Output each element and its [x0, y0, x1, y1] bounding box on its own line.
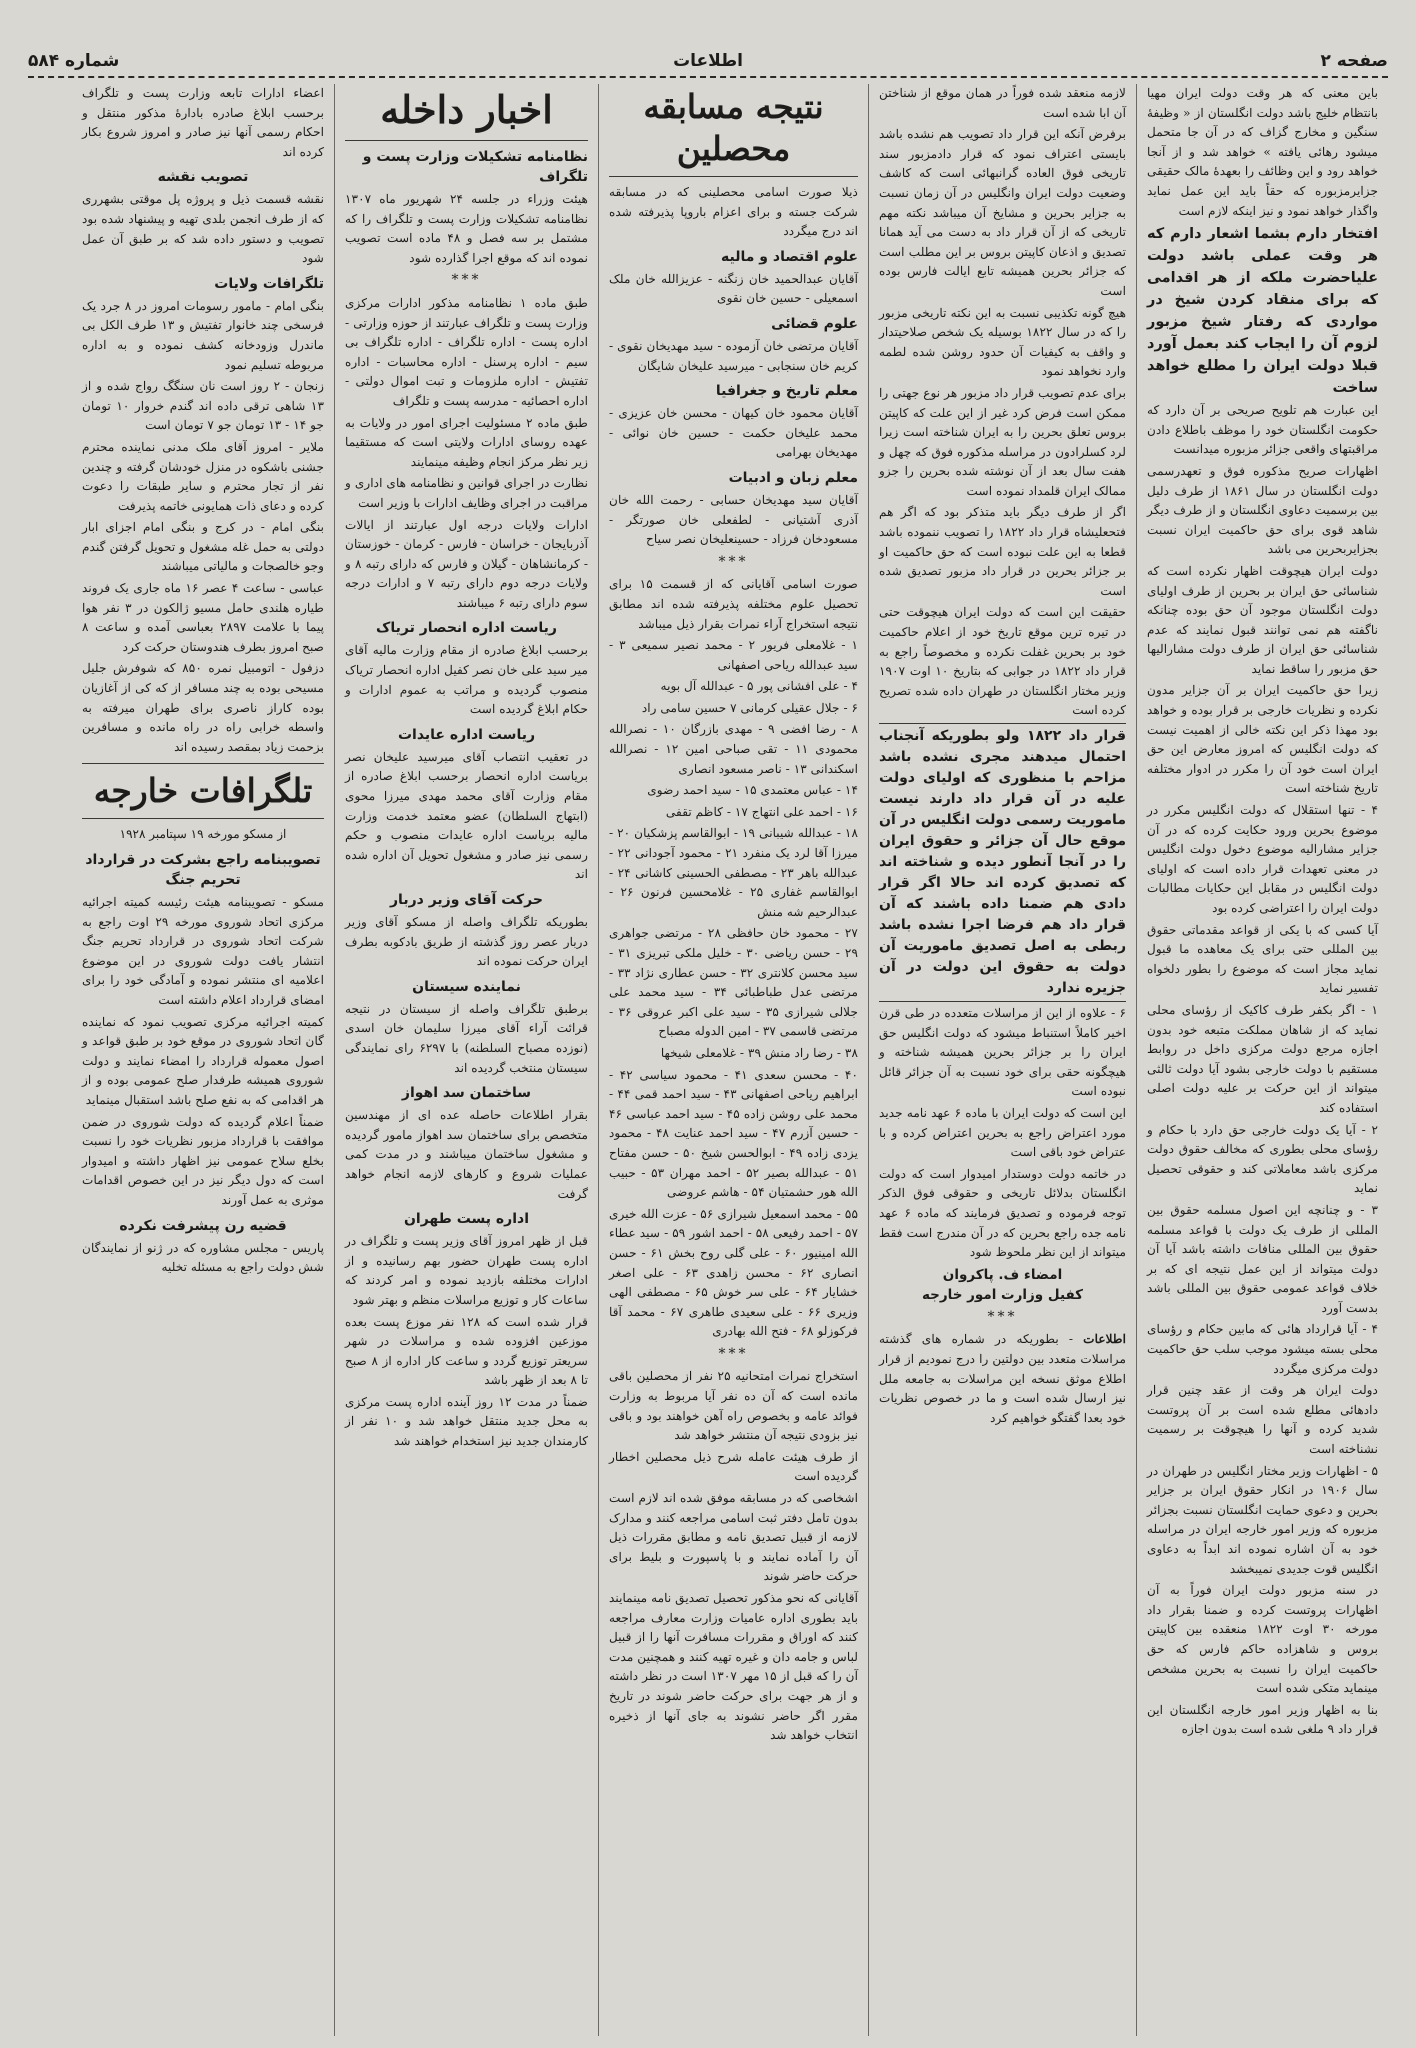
section-sistan-deputy: نماینده سیستان [412, 978, 521, 995]
section-war-pact: تصویبنامه راجع بشرکت در قرارداد تحریم جنگ [85, 852, 321, 888]
col1-para-7: ۴ - تنها استقلال که دولت انگلیس مکرر در موضوع بحرین ورود حکایت کرده که در آن جزایر مشارالیه موضوع دخول دولت انگلیس در معنی تعهدات قرار داده است که اولیای دولت انگلیس در مقابل این حکایات مطالبات دولت ایران را اعتراضی کرده بود [1147, 803, 1378, 915]
ranks-list-item: ۸ - رضا افضی ۹ - مهدی بازرگان ۱۰ - نصرالله محمودی ۱۱ - تقی صباحی امین ۱۲ - نصرالله اسکندانی ۱۳ - ناصر مسعود انصاری [609, 722, 858, 776]
col2-para-4: برای عدم تصویب قرار داد مزبور هر نوع جهتی را ممکن است فرض کرد غیر از این علت که کاپیتن بروس تعلق بحرین را به ایران شناخته است زیرا لرد کسلرادون در مراسله مذکوره فوق که چهل و هفت سال بعد از آن نوشته شده بحرین را جزو ممالک ایران قلمداد نموده است [879, 385, 1126, 498]
ranks-list-item: ۵۵ - محمد اسمعیل شیرازی ۵۶ - عزت الله خیری ۵۷ - احمد رفیعی ۵۸ - احمد اشور ۵۹ - سید عطاء الله امینیور ۶۰ - علی گلی روح بخش ۶۱ - حسن انصاری ۶۲ - محسن زاهدی ۶۳ - علی اصغر خشایار ۶۴ - علی سر خوش ۶۵ - مصطفی الهی وزیری ۶۶ - علی سعیدی طاهری ۶۷ - محمد آقا فرکوزلو ۶۸ - فتح الله بهادری [609, 1206, 859, 1339]
col1-bold-quote: افتخار دارم بشما اشعار دارم که هر وقت عملی باشد دولت علیاحضرت ملکه از هر اقدامی که برای منقاد کردن شیخ در مواردی که رفتار شیخ مزبور لزوم آن را ایجاب کند بعمل آورد قبلا دولت ایران را مطلع خواهد ساخت [1147, 226, 1378, 397]
col3-para-8: اشخاصی که در مسابقه موفق شده اند لازم است بدون تامل دفتر ثبت اسامی مراجعه کنند و مدارک لازمه از قبیل تصدیق نامه و مطابق مقررات ذیل آن را آماده نمایند و با پاسپورت و بلیط برای حرکت حاضر شوند [609, 1491, 858, 1584]
col4-para-4: نظارت در اجرای قوانین و نظامنامه های اداری و مراقبت در اجرای وظایف ادارات با وزیر است [345, 476, 588, 510]
col2-para-9: این است که دولت ایران با ماده ۶ عهد نامه جدید مورد اعتراض راجع به بحرین اعتراض کرده و با عتراض خود باقی است [879, 1105, 1126, 1160]
col2-para-10: در خاتمه دولت دوستدار امیدوار است که دولت انگلستان بدلائل تاریخی و حقوقی فوق الذکر توجه فرموده و تصدیق فرمایند که ماده ۶ عهد نامه جده راجع بحرین که در آن مندرج است فقط میتواند از این نظر ملحوظ شود [879, 1166, 1126, 1260]
col1-para-13: دولت ایران هر وقت از عقد چنین قرار دادهائی مطلع شده است بر آن پروتست شدید کرده و آنها را هیچوقت بر رسمیت نشناخته است [1147, 1383, 1378, 1457]
ranks-list-item: ۴ - علی افشانی پور ۵ - عبدالله آل بویه [660, 679, 858, 694]
col1-para-1: باین معنی که هر وقت دولت ایران مهیا بانتظام خلیج باشد دولت انگلستان از « وظیفهٔ سنگین و مخارج گزاف که در آن جا متحمل میشود رهائی یافته » خواهد شد و از آنجا خواهد رود و این وظائف را بعهدهٔ مالک حقیقی جزایرمزبوره که حقاً باید این عمل نماید واگذار خواهد نمود و نیز اینکه لازم است [1147, 86, 1378, 218]
header-rule [28, 76, 1388, 78]
signature-name: امضاء ف. پاکروان [942, 1266, 1063, 1283]
note-title: اطلاعات [1083, 1332, 1126, 1347]
ranks-list-item: ۱ - غلامعلی فریور ۲ - محمد نصیر سمیعی ۳ - سید عبدالله ریاحی اصفهانی [609, 638, 858, 672]
page-number: صفحه ۲ [1320, 51, 1388, 71]
foreign-telegrams-headline: تلگرافات خارجه [82, 770, 324, 819]
section-court-minister: حرکت آقای وزیر دربار [390, 892, 543, 908]
domestic-news-headline: اخبار داخله [345, 86, 588, 141]
separator-stars: *** [718, 553, 749, 570]
col1-para-12: ۴ - آیا قرارداد هائی که مابین حکام و رؤسای محلی بسته میشود موجب سلب حق حاکمیت دولت مرکزی میگردد [1147, 1322, 1378, 1376]
ranks-list-item: ۶ - جلال عقیلی کرمانی ۷ حسین سامی راد [641, 700, 858, 715]
col3-list-language: آقایان سید مهدیخان حسابی - رحمت الله خان آذری آشتیانی - لطفعلی خان صورتگر - مسعودخان فرزاد - حسینعلیخان نصر سیاح [609, 492, 858, 547]
separator-stars: *** [718, 1345, 749, 1362]
section-rhine: قضیه رن پیشرفت نکرده [119, 1217, 287, 1234]
col1-para-16: بنا به اظهار وزیر امور خارجه انگلستان این قرار داد ۹ ملغی شده است بدون اجازه [1147, 1702, 1378, 1737]
issue-number: شماره ۵۸۴ [28, 51, 120, 71]
column-5 [72, 84, 334, 2036]
col2-para-3: هیچ گونه تکذیبی نسبت به این نکته تاریخی مزبور را که در سال ۱۸۲۲ بوسیله یک شخص صلاحیتدار و واقف به کیفیات آن حدود روشن شده لطمه وارد نخواهد نمود [879, 305, 1126, 379]
col3-list-law: آقایان مرتضی خان آزموده - سید مهدیخان نقوی - کریم خان سنجابی - میرسید علیخان شایگان [609, 338, 858, 373]
ranks-list [609, 636, 858, 1342]
running-head [28, 48, 1388, 74]
col1-para-15: در سنه مزبور دولت ایران فوراً به آن اظهارات پروتست کرده و ضمنا بقرار داد مورخه ۳۰ اوت ۱۸۲۲ منعقده بین کاپیتن بروس و شاهزاده حاکم فارس که حق حاکمیت ایران را نسبت به بحرین مشخص مینماید متکی شده است [1147, 1583, 1379, 1696]
col1-para-4: اظهارات صریح مذکوره فوق و تعهدرسمی دولت انگلستان در سال ۱۸۶۱ از طرف دلیل بین برسمیت دعاوی انگلستان و از طرف دیگر شاهد قوی برای حق حاکمیت ایران نسبت بجزایربحرین می باشد [1147, 463, 1378, 557]
col4-para-10: بقرار اطلاعات حاصله عده ای از مهندسین متخصص برای ساختمان سد اهواز مامور گردیده و مشغول ساختمان میباشند و در مدت کمی عملیات شروع و کارهای لازمه انجام خواهد گرفت [345, 1108, 588, 1201]
col1-para-3: این عبارت هم تلویح صریحی بر آن دارد که حکومت انگلستان خود را موظف باطلاع دادن مراقبتهای واقعی جزائر مزبوره میدانست [1147, 403, 1378, 457]
col4-para-5: ادارات ولایات درجه اول عبارتند از ایالات آذربایجان - خراسان - فارس - کرمان - خوزستان - کرمانشاهان - گیلان و فارس که دارای رتبه ۸ و ولایات درجه دوم دارای رتبه ۷ و ادارات درجه سوم دارای رتبه ۶ میباشند [345, 517, 589, 610]
ranks-list-item: ۱۸ - عبدالله شیبانی ۱۹ - ابوالقاسم پزشکیان ۲۰ - میرزا آقا لرد یک منفرد ۲۱ - محمود آجودانی ۲۲ - عبدالله باهر ۲۳ - مصطفی الحسینی کاشانی ۲۴ - ابوالقاسم غفاری ۲۵ - غلامحسین فرنون ۲۶ - عبدالرحیم شه منش [609, 826, 859, 919]
column-3 [598, 84, 868, 2036]
separator-stars: *** [987, 1308, 1018, 1325]
col3-para-9: آقایانی که نحو مذکور تحصیل تصدیق نامه مینمایند باید بطوری اداره عامیات وزارت معارف مراجعه کنند که اوراق و مقررات مسافرت آنها را از قبیل لباس و جامه دان و غیره تهیه کنند و همچنین مدت آن را که قبل از ۱۵ مهر ۱۳۰۷ است در نظر داشته و از هر جهت برای حرکت حاضر شوند در تاریخ مقرر اگر حاضر نشوند به جای آنها از ذخیره انتخاب خواهد شد [609, 1591, 858, 1743]
col2-para-2: برفرض آنکه این قرار داد تصویب هم نشده باشد بایستی اعتراف نمود که قرار دادمزبور سند تاریخی فوق العاده گرانبهائی است که کاشف وضعیت دولت ایران وانگلیس در آن زمان نسبت به جزایر بحرین و مشایخ آن میباشد نکته مهم تاریخی که از آن قرار داد به دست می آید همانا تصدیق و اذعان کاپیتن بروس بر این مطلب است که جزائر بحرین همیشه تابع ایالت فارس بوده است [879, 127, 1126, 298]
col5-para-7: عباسی - ساعت ۴ عصر ۱۶ ماه جاری یک فروند طیاره هلندی حامل مسیو ژالکون در ۳ نفر هوا پیما با علامت ۲۸۹۷ بعباسی آمده و ساعت ۸ صبح امروز بطرف هندوستان حرکت کرد [82, 581, 325, 654]
col2-para-6: حقیقت این است که دولت ایران هیچوقت حتی در تیره ترین موقع تاریخ خود از اعلام حاکمیت خود بر بحرین غفلت نکرده و مخصوصاً راجع به قرار داد ۱۸۲۲ در جوابی که بتاریخ ۱۰ اوت ۱۹۰۷ وزیر مختار انگلستان در طهران داده شده تصریح کرده است [879, 605, 1127, 718]
dateline: از مسکو مورخه ۱۹ سپتامبر ۱۹۲۸ [119, 827, 287, 842]
col4-para-7: در تعقیب انتصاب آقای میرسید علیخان نصر بریاست اداره انحصار برحسب ابلاغ صادره از مقام وزارت آقای محمد مهدی میرزا محوی (ابتهاج السلطان) عضو معتمد خدمت وزارت مالیه بریاست اداره عایدات منصوب و حکم رسمی نیز صادر و مشغول تحویل آن اداره شده اند [345, 749, 588, 882]
col1-para-5: دولت ایران هیچوقت اظهار نکرده است که شناسائی حق ایران بر بحرین از طرف اولیای دولت انگلستان موجود آن حق بوده چنانکه ناگفته هم نمی توانند قبول نمایند که عدم شناسائی حق ایران از طرف دولت مشارالیها حق مزبور را ساقط نماید [1147, 563, 1378, 676]
separator-stars: *** [451, 272, 482, 289]
ranks-list-item: ۱۴ - عباس معتمدی ۱۵ - سید احمد رضوی [647, 783, 858, 798]
col4-para-12: قرار شده است که ۱۲۸ نفر موزع پست بعده موزعین افزوده شده و مراسلات در شهر سریعتر توزیع گردد و ساعت کار اداره از ۸ صبح تا ۸ بعد از ظهر باشد [345, 1314, 588, 1388]
col5-para-11: ضمناً اعلام گردیده که دولت شوروی در ضمن موافقت با قرارداد مزبور نظریات خود را نسبت بخلع سلاح عمومی نیز اظهار داشته و امیدوار است که دول دیگر نیز در این خصوص اقدامات موثری به عمل آورند [82, 1114, 324, 1207]
column-4 [334, 84, 598, 2036]
section-provincial-telegrams: تلگرافات ولایات [214, 275, 324, 292]
ranks-list-item: ۲۷ - محمود خان حافظی ۲۸ - مرتضی جواهری ۲۹ - حسن ریاضی ۳۰ - خلیل ملکی تبریزی ۳۱ - سید محسن کلانتری ۳۲ - حسن عطاری نژاد ۳۳ - مرتضی عدل طباطبائی ۳۴ - سید محمد علی جلالی شیرازی ۳۵ - سید علی اکبر عروقی ۳۶ - مرتضی قاسمی ۳۷ - امین الدوله مصباح [609, 926, 858, 1039]
col1-para-8: آیا کسی که با یکی از قواعد مقدماتی حقوق بین المللی حتی برای یک معاهده ما قبول نماید مجاز است که موضوع را بطور دلخواه تفسیر نماید [1147, 922, 1378, 996]
col1-para-6: زیرا حق حاکمیت ایران بر آن جزایر مدون نکرده و نظریات خارجی بر قرار بوده و خواهد بود مهذا ذکر این نکته خالی از اهمیت نیست که دولت انگلیس که امروز معارض این حق ایران است خود آن را مکرر در ادوار مختلفه تاریخ شناخته است [1147, 683, 1378, 796]
section-map-approval: تصویب نقشه [157, 169, 249, 186]
section-tehran-post: اداره پست طهران [403, 1211, 530, 1228]
signature-title: کفیل وزارت امور خارجه [921, 1286, 1084, 1303]
section-language: معلم زبان و ادبیات [728, 469, 858, 486]
col5-para-6: بنگی امام - در کرج و بنگی امام اجزای ابار دولتی به حمل غله مشغول و تحویل گرفتن گندم وجو خالصجات و مالیاتی میباشند [82, 520, 324, 574]
col3-intro: ذیلا صورت اسامی محصلینی که در مسابقه شرکت جسته و برای اعزام باروپا پذیرفته شده اند درج میگردد [609, 185, 858, 239]
section-ahvaz-dam: ساختمان سد اهواز [401, 1085, 532, 1102]
ranks-list-item: ۳۸ - رضا راد منش ۳۹ - غلامعلی شیخها [660, 1045, 858, 1060]
col5-para-5: ملایر - امروز آقای ملک مدنی نماینده محترم جشنی باشکوه در منزل خودشان گرفته و چندین نفر از تجار محترم و سایر طبقات را دعوت کرده و دعای ذات همایونی خاتمه پذیرفت [82, 439, 324, 513]
note-text: بطوریکه در شماره های گذشته مراسلات متعدد بین دولتین را درج نمودیم از قرار اطلاع موثق نسخه این مراسلات به جامعه ملل نیز ارسال شده است و ما در خصوص نظریات خود بعدا گفتگو خواهیم کرد [879, 1332, 1126, 1425]
ranks-list-item: ۴۰ - محسن سعدی ۴۱ - محمود سیاسی ۴۲ - ابراهیم ریاحی اصفهانی ۴۳ - سید احمد قمی ۴۴ - محمد علی روشن زاده ۴۵ - سید احمد عباسی ۴۶ - حسین آزرم ۴۷ - سید احمد عنایت ۴۸ - محمود یزدی زاده ۴۹ - ابوالحسن شیخ ۵۰ - حسن مفتاح ۵۱ - عبدالله بصیر ۵۲ - احمد مهران ۵۳ - حبیب الله هور حشمتیان ۵۴ - هاشم عروضی [609, 1067, 858, 1200]
col4-para-13: ضمناً در مدت ۱۲ روز آینده اداره پست مرکزی به محل جدید منتقل خواهد شد و ۱۰ نفر از کارمندان جدید نیز استخدام خواهند شد [345, 1394, 588, 1449]
col4-para-1: هیئت وزراء در جلسه ۲۴ شهریور ماه ۱۳۰۷ نظامنامه تشکیلات وزارت پست و تلگراف را که مشتمل بر سه فصل و ۴۸ ماده است تصویب نموده اند که موقع اجرا گذارده شود [345, 192, 588, 265]
col1-para-14: ۵ - اظهارات وزیر مختار انگلیس در طهران در سال ۱۹۰۶ در انکار حقوق ایران بر جزایر بحرین و دعوی حمایت انگلستان نسبت بجزائر مزبوره که وزیر امور خارجه ایران در مراسله خود به آن اشاره نموده اند ابداً به دعاوی انگلیس قوت جدیدی نمیبخشد [1147, 1463, 1378, 1576]
col2-note: اطلاعات - بطوریکه در شماره های گذشته مراسلات متعدد بین دولتین را درج نمودیم از قرار اطلاع موثق نسخه این مراسلات به جامعه ملل نیز ارسال شده است و ما در خصوص نظریات خود بعدا گفتگو خواهیم کرد [879, 1332, 1126, 1425]
col4-para-11: قبل از ظهر امروز آقای وزیر پست و تلگراف در اداره پست طهران حضور بهم رسانیده و از ادارات مختلفه بازدید نموده و امر کردند که ساعات کار و توزیع مراسلات منظم و بهتر شود [345, 1234, 588, 1307]
section-history: معلم تاریخ و جغرافیا [715, 383, 858, 400]
col2-boxed-quote: قرار داد ۱۸۲۲ ولو بطوریکه آنجناب احتمال میدهند مجری نشده باشد مزاحم با منظوری که اولیای دولت علیه در آن قرار داد دارند نیست ماموریت رسمی دولت انگلیس در آن موقع حال آن جزائر و حقوق ایران را در آنجا آنطور دیده و شناخته اند که تصدیق کرده اند حالا اگر قرار دادی هم ضمنا داده باشند که آن قرار داد هم فرضا اجرا نشده باشد ربطی به اصل تصدیق ماموریت آن دولت به حقوق این دولت در آن جزیره ندارد [879, 723, 1126, 1002]
col1-para-9: ۱ - اگر بکفر طرف کاکیک از رؤسای محلی نماید که از شاهان مملکت متبعه خود بدون اجازه مرجع دولت مرکزی داخل در روابط مستقیم با دولت خارجی بشود آیا دولت ثالثی میتواند از این حرکت بر علیه دولت اصلی استفاده کند [1147, 1002, 1378, 1115]
col5-para-3: بنگی امام - مامور رسومات امروز در ۸ جرد یک فرسخی چند خانوار تفتیش و ۱۳ طرف الکل بی ماندرل وزودخانه کشف نموده و به اداره مربوطه تسلیم نمود [82, 298, 324, 372]
col3-para-6: استخراج نمرات امتحانیه ۲۵ نفر از محصلین باقی مانده است که آن ده نفر آیا مربوط به وزارت فوائد عامه و بخصوص راه آهن خواهند بود و باقی نیز بزودی نتیجه آن منتشر خواهد شد [609, 1369, 858, 1443]
col1-para-10: ۲ - آیا یک دولت خارجی حق دارد با حکام و رؤسای محلی بطوری که مخالف حقوق دولت مرکزی باشد معاملاتی کند و حقوقی تحصیل نماید [1147, 1122, 1378, 1196]
ranks-list-item: ۱۶ - احمد علی انتهاج ۱۷ - کاظم تقفی [665, 804, 858, 819]
paper-name: اطلاعات [673, 51, 743, 71]
col1-para-11: ۳ - و چنانچه این اصول مسلمه حقوق بین المللی از طرف یک دولت با قواعد مسلمه حقوق بین المللی منافات داشته باشد آیا آن دولت میتواند از این عمل نتیجه ای که بر خلاف قواعد عمومی حقوق بین المللی باشد بدست آورد [1147, 1202, 1378, 1315]
exam-results-headline: نتیجه مسابقه محصلین [609, 86, 858, 177]
col5-para-10: کمیته اجرائیه مرکزی تصویب نمود که نماینده گان اتحاد شوروی در موقع خود بر طبق قواعد و اصول معموله قرارداد را امضاء نمایند و دولت شوروی همیشه طرفدار صلح عمومی بوده و از هر اقدامی که به نفع صلح باشد استقبال مینماید [82, 1014, 324, 1107]
col5-para-9: مسکو - تصویبنامه هیئت رئیسه کمیته اجرائیه مرکزی اتحاد شوروی مورخه ۲۹ اوت راجع به شرکت اتحاد شوروی در قرارداد تحریم جنگ انتشار یافت دولت شوروی در این موضوع اعلامیه ای منتشر نموده و آمادگی خود را برای امضای قرارداد اعلام داشته است [82, 895, 324, 1007]
col5-para-12: پاریس - مجلس مشاوره که در ژنو از نمایندگان شش دولت راجع به مسئله تخلیه [82, 1240, 324, 1275]
col5-para-1: اعضاء ادارات تابعه وزارت پست و تلگراف برحسب ابلاغ صادره بادارهٔ مذکور منتقل و احکام رسمی آنها نیز صادر و امروز شروع بکار کرده اند [82, 86, 324, 159]
col4-para-9: برطبق تلگراف واصله از سیستان در نتیجه قرائت آراء آقای میرزا سلیمان خان اسدی (نوزده مصباح السلطنه) با ۶۲۹۷ رای نمایندگی سیستان منتخب گردیده اند [345, 1001, 588, 1075]
divider [82, 763, 324, 764]
col2-para-8: ۶ - علاوه از این از مراسلات متعدده در طی قرن اخیر کاملاً استنباط میشود که دولت انگلیس حق ایران را بر جزائر بحرین همیشه شناخته و هیچگونه حقی برای خود نسبت به آن جزائر قائل نبوده است [879, 1006, 1126, 1099]
columns [28, 84, 1388, 2036]
col2-para-1: لازمه منعقد شده فوراً در همان موقع از شناختن آن ابا شده است [879, 86, 1126, 120]
column-1 [1136, 84, 1388, 2036]
col3-ranks-intro: صورت اسامی آقایانی که از قسمت ۱۵ برای تحصیل علوم مختلفه پذیرفته شده اند مطابق نتیجه استخراج آراء نمرات بقرار ذیل میباشد [609, 577, 858, 631]
col3-list-history: آقایان محمود خان کیهان - محسن خان عزیزی - محمد علیخان حکمت - حسین خان نوائی - مهدیخان بهرامی [609, 406, 858, 460]
col3-para-7: از طرف هیئت عامله شرح ذیل محصلین اخطار گردیده است [609, 1449, 858, 1484]
section-law: علوم قضائی [771, 315, 858, 332]
col4-para-2: طبق ماده ۱ نظامنامه مذکور ادارات مرکزی وزارت پست و تلگراف عبارتند از حوزه وزارتی - اداره پست - اداره تلگراف - اداره تلگراف بی سیم - اداره پرسنل - اداره محاسبات - اداره تفتیش - اداره ملزومات و تبت اموال دولتی - اداره احصائیه - مدرسه پست و تلگراف [345, 295, 588, 408]
col2-para-5: اگر از طرف دیگر باید متذکر بود که اگر هم فتحعلیشاه قرار داد ۱۸۲۲ را تصویب ننموده باشد قطعا به این علت نبوده است که حق حاکمیت او بر جزائر بحرین در قرار داد مزبور تصدیق شده است [879, 505, 1126, 598]
col4-para-3: طبق ماده ۲ مسئولیت اجرای امور در ولایات به عهده روسای ادارات ولایتی است که مستقیما زیر نظر مرکز انجام وظیفه مینمایند [345, 415, 588, 469]
section-post-telegraph: نظامنامه تشکیلات وزارت پست و تلگراف [362, 149, 588, 185]
column-2 [868, 84, 1136, 2036]
col3-list-economics: آقایان عبدالحمید خان زنگنه - عزیزالله خان ملک اسمعیلی - حسین خان نقوی [609, 271, 858, 306]
col4-para-6: برحسب ابلاغ صادره از مقام وزارت مالیه آقای میر سید علی خان نصر کفیل اداره انحصار تریاک منصوب گردیده و مراتب به عموم ادارات و حکام ابلاغ گردیده است [345, 643, 588, 717]
col4-para-8: بطوریکه تلگراف واصله از مسکو آقای وزیر دربار عصر روز گذشته از طریق بادکوبه بطرف ایران حرکت نموده اند [345, 915, 588, 969]
section-economics: علوم اقتصاد و مالیه [721, 248, 858, 265]
col5-para-2: نقشه قسمت ذیل و پروژه پل موقتی بشهرری که از طرف انجمن بلدی تهیه و پیشنهاد شده بود تصویب و دستور داده شد که بر طبق آن عمل شود [82, 192, 324, 266]
col5-para-4: زنجان - ۲ روز است نان سنگگ رواج شده و از ۱۳ شاهی ترقی داده اند گندم خروار ۱۰ تومان جو ۱۴ - ۱۳ تومان جو ۷ تومان است [82, 379, 324, 433]
section-revenue-office: ریاست اداره عایدات [397, 726, 536, 743]
section-opium-monopoly: ریاست اداره انحصار تریاک [376, 620, 557, 637]
col5-para-8: دزفول - اتومبیل نمره ۸۵۰ که شوفرش جلیل مسیحی بوده به چند مسافر از که کی از آغازیان بوده کاراز ناصری برای طهران میرفته به واسطه خرابی راه در راه مانده و مسافرین بزحمت زیاد بمقصد رسیده اند [82, 661, 324, 754]
